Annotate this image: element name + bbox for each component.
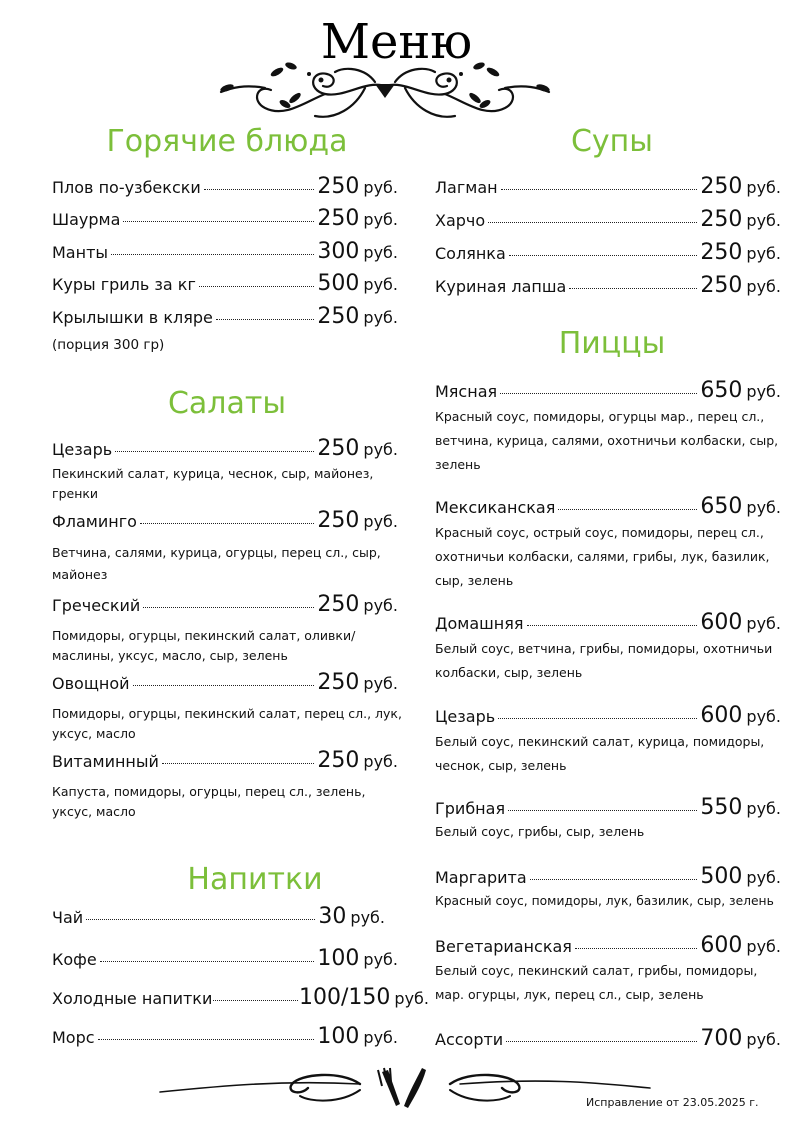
menu-item [52,436,398,461]
section-title-salads: Салаты [167,386,287,421]
item-name: Фламинго [52,512,137,531]
item-currency: руб. [746,799,781,818]
section-title-soups: Супы [570,124,653,159]
item-price: 250 [700,207,743,232]
item-price: 600 [700,703,743,728]
dot-leader [575,948,698,949]
item-name: Шаурма [52,210,121,229]
item-name: Овощной [52,674,130,693]
menu-item [435,864,781,889]
menu-item [52,748,398,773]
dot-leader [569,288,697,289]
dot-leader [500,393,697,394]
item-price: 600 [700,610,743,635]
item-currency: руб. [746,178,781,197]
menu-item [52,670,398,695]
item-currency: руб. [363,1028,398,1047]
dot-leader [506,1041,697,1042]
item-price: 250 [317,592,360,617]
item-description: Помидоры, огурцы, пекинский салат, оливки/маслины, уксус, масло, сыр, зелень [52,628,356,663]
item-price: 250 [317,436,360,461]
item-name: Крылышки в кляре [52,308,213,327]
dot-leader [133,685,315,686]
item-price: 250 [317,748,360,773]
item-name: Лагман [435,178,498,197]
item-name: Чай [52,908,84,927]
item-name: Вегетарианская [435,937,572,956]
item-name: Маргарита [435,868,527,887]
item-currency: руб. [363,243,398,262]
item-name: Греческий [52,596,141,615]
dot-leader [501,189,698,190]
menu-item [435,703,781,728]
dot-leader [162,763,315,764]
item-name: Харчо [435,211,486,230]
floral-ornament-icon [215,58,555,130]
menu-item [435,378,781,403]
menu-item [52,946,398,971]
item-price: 500 [317,271,360,296]
item-description: Пекинский салат, курица, чеснок, сыр, майонез, гренки [52,466,374,501]
item-currency: руб. [350,908,385,927]
dot-leader [558,509,697,510]
dot-leader [143,607,314,608]
item-description: Белый соус, пекинский салат, курица, помидоры, чеснок, сыр, зелень [435,734,765,773]
page-title: Меню [320,14,473,70]
item-price: 250 [317,174,360,199]
item-currency: руб. [363,596,398,615]
item-description: Белый соус, грибы, сыр, зелень [435,824,645,839]
item-currency: руб. [363,752,398,771]
item-description: Капуста, помидоры, огурцы, перец сл., зелень, уксус, масло [52,784,366,819]
menu-item [435,174,781,199]
correction-note: Исправление от 23.05.2025 г. [586,1096,759,1109]
dot-leader [111,254,314,255]
dot-leader [123,221,314,222]
item-price: 250 [317,670,360,695]
item-currency: руб. [746,244,781,263]
menu-item [435,610,781,635]
item-currency: руб. [746,277,781,296]
item-price: 250 [317,304,360,329]
item-price: 300 [317,239,360,264]
item-price: 650 [700,494,743,519]
dot-leader [488,222,697,223]
item-name: Кофе [52,950,97,969]
dot-leader [100,961,315,962]
item-currency: руб. [746,868,781,887]
item-price: 100 [317,1024,360,1049]
dot-leader [98,1039,315,1040]
menu-item [52,271,398,296]
item-price: 700 [700,1026,743,1051]
item-currency: руб. [746,382,781,401]
section-title-drinks: Напитки [187,862,323,897]
item-name: Цезарь [52,440,113,459]
item-price: 100/150 [299,985,391,1010]
item-description: Помидоры, огурцы, пекинский салат, перец сл., лук, уксус, масло [52,706,402,741]
item-price: 250 [700,240,743,265]
item-price: 250 [317,206,360,231]
menu-item [435,494,781,519]
item-name: Куриная лапша [435,277,567,296]
item-description: Красный соус, помидоры, лук, базилик, сыр, зелень [435,894,774,908]
dot-leader [498,718,697,719]
menu-item [435,933,781,958]
menu-item [52,1024,398,1049]
dot-leader [509,255,698,256]
menu-item [52,174,398,199]
item-price: 30 [318,904,347,929]
menu-item [435,1026,781,1051]
menu-item [435,240,781,265]
item-description: Ветчина, салями, курица, огурцы, перец сл., сыр, майонез [52,545,381,582]
item-price: 500 [700,864,743,889]
item-currency: руб. [746,211,781,230]
item-currency: руб. [363,674,398,693]
item-currency: руб. [363,440,398,459]
item-name: Грибная [435,799,506,818]
menu-item [52,985,429,1010]
section-title-pizzas: Пиццы [558,326,666,361]
dot-leader [204,189,315,190]
menu-item [52,592,398,617]
item-name: Домашняя [435,614,524,633]
item-name: Мексиканская [435,498,556,517]
dot-leader [86,919,315,920]
item-currency: руб. [746,614,781,633]
menu-item [52,904,385,929]
dot-leader [527,625,698,626]
item-currency: руб. [746,498,781,517]
menu-item [52,304,398,329]
item-name: Морс [52,1028,95,1047]
item-description: Красный соус, помидоры, огурцы мар., перец сл., ветчина, курица, салями, охотничьи колбаски, сыр, зелень [435,409,779,472]
fork-knife-ornament-icon [160,1060,650,1120]
item-price: 100 [317,946,360,971]
item-currency: руб. [746,937,781,956]
dot-leader [199,286,315,287]
portion-note: (порция 300 гр) [52,337,165,353]
dot-leader [508,810,697,811]
item-name: Солянка [435,244,506,263]
menu-item [435,273,781,298]
item-price: 600 [700,933,743,958]
item-currency: руб. [746,1030,781,1049]
item-currency: руб. [363,950,398,969]
dot-leader [140,523,314,524]
item-currency: руб. [363,275,398,294]
item-name: Холодные напитки [52,989,213,1008]
dot-leader [213,1000,298,1001]
dot-leader [216,319,315,320]
item-name: Мясная [435,382,498,401]
item-description: Белый соус, пекинский салат, грибы, помидоры, мар. огурцы, лук, перец сл., сыр, зелень [435,963,758,1002]
item-name: Ассорти [435,1030,504,1049]
item-name: Витаминный [52,752,159,771]
item-name: Куры гриль за кг [52,275,196,294]
item-name: Цезарь [435,707,496,726]
dot-leader [115,451,314,452]
item-description: Красный соус, острый соус, помидоры, перец сл., охотничьи колбаски, салями, грибы, лук, базилик, сыр, зелень [435,525,770,588]
menu-item [435,795,781,820]
item-price: 550 [700,795,743,820]
item-currency: руб. [363,178,398,197]
menu-item [52,239,398,264]
item-currency: руб. [746,707,781,726]
section-title-hot: Горячие блюда [106,124,348,159]
item-price: 250 [700,273,743,298]
item-currency: руб. [363,308,398,327]
item-price: 250 [317,508,360,533]
item-currency: руб. [394,989,429,1008]
dot-leader [530,879,698,880]
item-name: Плов по-узбекски [52,178,201,197]
menu-item [52,508,398,533]
menu-item [435,207,781,232]
menu-item [52,206,398,231]
item-currency: руб. [363,210,398,229]
item-description: Белый соус, ветчина, грибы, помидоры, охотничьи колбаски, сыр, зелень [435,641,773,680]
item-price: 650 [700,378,743,403]
item-price: 250 [700,174,743,199]
item-currency: руб. [363,512,398,531]
item-name: Манты [52,243,109,262]
